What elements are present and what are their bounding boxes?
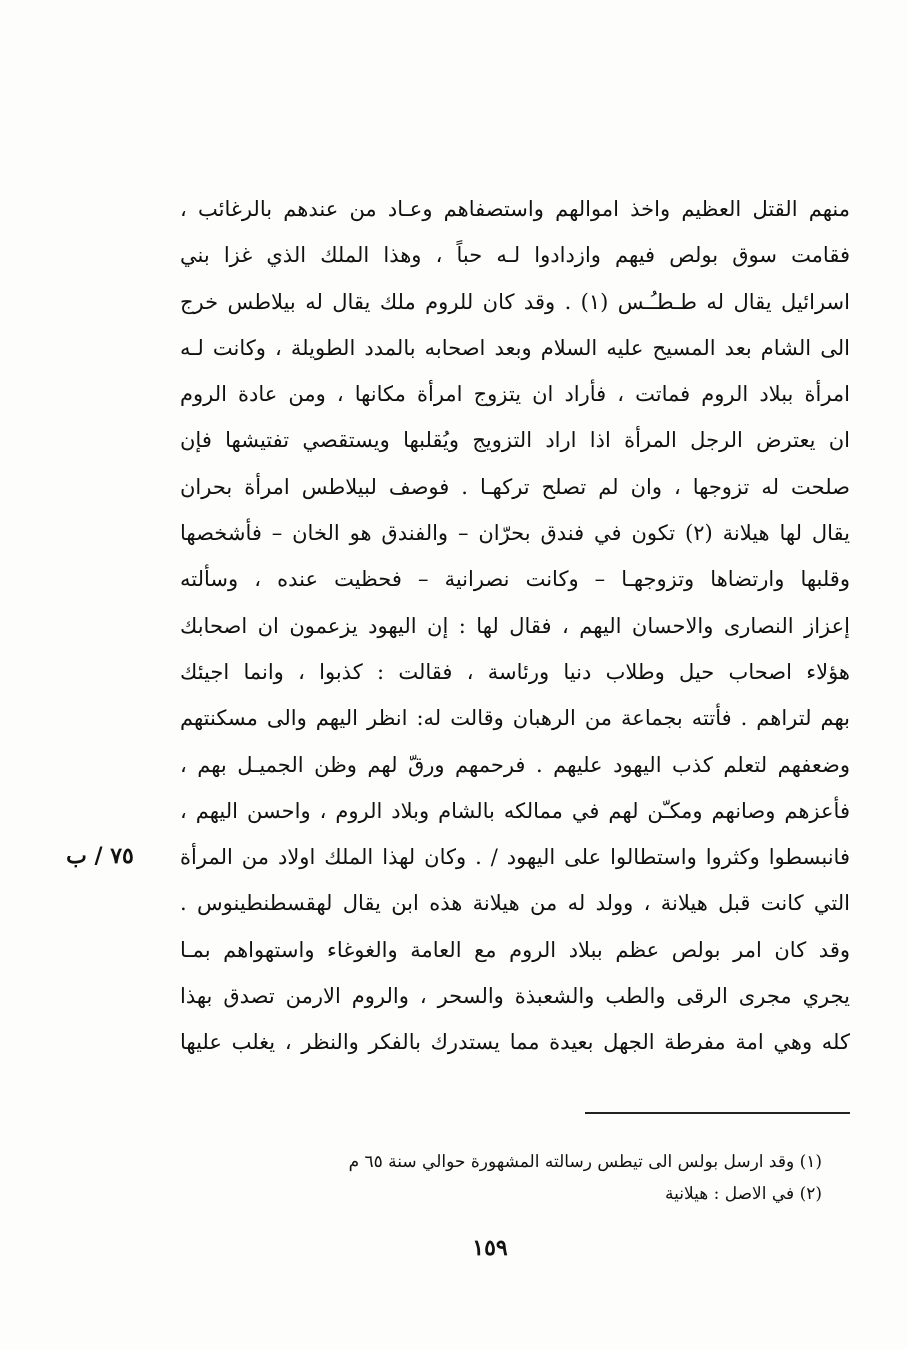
footnote-2: (٢) في الاصل : هيلانية (665, 1184, 822, 1204)
text-line: هؤلاء اصحاب حيل وطلاب دنيا ورئاسة ، فقالت : كذبوا ، وانما اجيئك (180, 659, 850, 684)
text-line: كله وهي امة مفرطة الجهل بعيدة مما يستدرك بالفكر والنظر ، يغلب عليها (180, 1030, 850, 1055)
text-line: يقال لها هيلانة (٢) تكون في فندق بحرّان – والفندق هو الخان – فأشخصها (180, 521, 850, 546)
body-text (180, 186, 850, 1066)
text-line: فأعزهم وصانهم ومكـّن لهم في ممالكه بالشام وبلاد الروم ، واحسن اليهم ، (180, 798, 850, 823)
text-line: فانبسطوا وكثروا واستطالوا على اليهود / . وكان لهذا الملك اولاد من المرأة (180, 845, 850, 870)
footnote-1: (١) وقد ارسل بولس الى تيطس رسالته المشهورة حوالي سنة ٦٥ م (348, 1152, 822, 1172)
text-line: وقد كان امر بولص عظم ببلاد الروم مع العامة والغوغاء واستهواهم بمـا (180, 937, 850, 962)
page-number: ١٥٩ (472, 1235, 508, 1261)
text-line: إعزاز النصارى والاحسان اليهم ، فقال لها : إن اليهود يزعمون ان اصحابك (180, 613, 850, 638)
footnotes (300, 1146, 822, 1210)
folio-margin-note: ٧٥ / ب (66, 843, 134, 869)
text-line: اسرائيل يقال له طـطـُـس (١) . وقد كان للروم ملك يقال له بيلاطس خرج (180, 289, 850, 314)
text-line: بهم لتراهم . فأتته بجماعة من الرهبان وقالت له: انظر اليهم والى مسكنتهم (180, 706, 850, 731)
text-line: وضعفهم لتعلم كذب اليهود عليهم . فرحمهم ورقّ لهم وظن الجميـل بهم ، (180, 752, 850, 777)
text-line: ان يعترض الرجل المرأة اذا اراد التزويج ويُقلبها ويستقصي تفتيشها فإن (180, 428, 850, 453)
text-line: امرأة ببلاد الروم فماتت ، فأراد ان يتزوج امرأة مكانها ، ومن عادة الروم (180, 382, 850, 407)
text-line: يجري مجرى الرقى والطب والشعبذة والسحر ، والروم الارمن تصدق بهذا (180, 984, 850, 1009)
text-line: وقلبها وارتضاها وتزوجهـا – وكانت نصرانية – فحظيت عنده ، وسألته (180, 567, 850, 592)
text-line: منهم القتل العظيم واخذ اموالهم واستصفاهم وعـاد من عندهم بالرغائب ، (180, 197, 850, 221)
text-line: الى الشام بعد المسيح عليه السلام وبعد اصحابه بالمدد الطويلة ، وكانت لـه (180, 335, 850, 360)
text-line: صلحت له تزوجها ، وان لم تصلح تركهـا . فوصف لبيلاطس امرأة بحران (180, 474, 850, 499)
footnote-divider (585, 1112, 850, 1114)
text-line: فقامت سوق بولص فيهم وازدادوا لـه حباً ، وهذا الملك الذي غزا بني (180, 243, 850, 268)
text-line: التي كانت قبل هيلانة ، وولد له من هيلانة هذه ابن يقال لهقسطنطينوس . (180, 891, 850, 916)
